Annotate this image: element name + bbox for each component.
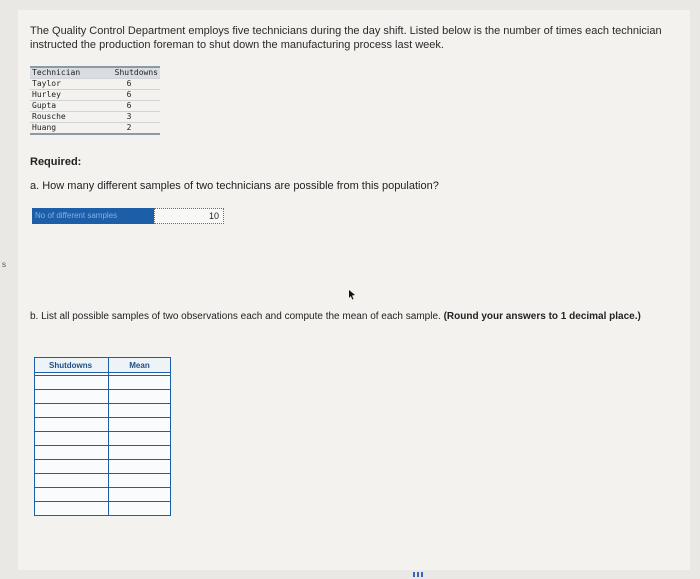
technician-name: Taylor	[30, 79, 98, 90]
mean-input[interactable]	[109, 390, 171, 404]
shutdowns-input[interactable]	[35, 432, 109, 446]
shutdowns-value: 2	[98, 123, 160, 135]
shutdowns-input[interactable]	[35, 502, 109, 516]
samples-table	[34, 357, 171, 516]
sample-row	[35, 488, 171, 502]
table-row	[30, 101, 160, 112]
partial-icon	[412, 571, 424, 577]
question-b-instruction: (Round your answers to 1 decimal place.)	[443, 311, 641, 322]
shutdowns-input[interactable]	[35, 460, 109, 474]
sample-row	[35, 502, 171, 516]
shutdowns-input[interactable]	[35, 418, 109, 432]
technician-name: Hurley	[30, 90, 98, 101]
mean-input[interactable]	[109, 404, 171, 418]
sample-row	[35, 432, 171, 446]
mean-input[interactable]	[109, 502, 171, 516]
samples-label: No of different samples	[32, 208, 154, 224]
shutdowns-input[interactable]	[35, 390, 109, 404]
shutdowns-value: 6	[98, 90, 160, 101]
technician-table	[30, 66, 160, 135]
shutdowns-input[interactable]	[35, 404, 109, 418]
sample-row	[35, 418, 171, 432]
sample-row	[35, 376, 171, 390]
shutdowns-input[interactable]	[35, 488, 109, 502]
mean-input[interactable]	[109, 376, 171, 390]
mean-input[interactable]	[109, 474, 171, 488]
mean-input[interactable]	[109, 418, 171, 432]
intro-text: The Quality Control Department employs five technicians during the day shift. Listed below is the number of times each technician instructed the production foreman to shut down the manufacturing process last week.	[30, 25, 662, 51]
mean-input[interactable]	[109, 432, 171, 446]
sample-row	[35, 404, 171, 418]
table-row	[30, 90, 160, 101]
shutdowns-input[interactable]	[35, 376, 109, 390]
technician-name: Gupta	[30, 101, 98, 112]
table-row	[30, 123, 160, 135]
question-b-text: b. List all possible samples of two observations each and compute the mean of each sample.	[30, 311, 441, 322]
table-row	[30, 112, 160, 123]
table-row	[30, 79, 160, 90]
margin-mark: s	[2, 260, 6, 269]
shutdowns-value: 3	[98, 112, 160, 123]
sample-row	[35, 446, 171, 460]
sample-row	[35, 390, 171, 404]
header-technician: Technician	[30, 67, 98, 79]
technician-name: Rousche	[30, 112, 98, 123]
question-page	[18, 10, 690, 570]
question-a: a. How many different samples of two technicians are possible from this population?	[30, 180, 439, 192]
cursor-icon	[348, 290, 356, 300]
header-mean-col: Mean	[109, 358, 171, 373]
header-shutdowns: Shutdowns	[98, 67, 160, 79]
shutdowns-value: 6	[98, 101, 160, 112]
samples-input[interactable]: 10	[154, 208, 224, 224]
shutdowns-input[interactable]	[35, 446, 109, 460]
sample-row	[35, 460, 171, 474]
mean-input[interactable]	[109, 446, 171, 460]
technician-name: Huang	[30, 123, 98, 135]
question-b	[30, 311, 670, 323]
mean-input[interactable]	[109, 460, 171, 474]
header-shutdowns-col: Shutdowns	[35, 358, 109, 373]
required-heading: Required:	[30, 156, 82, 168]
mean-input[interactable]	[109, 488, 171, 502]
shutdowns-value: 6	[98, 79, 160, 90]
shutdowns-input[interactable]	[35, 474, 109, 488]
sample-row	[35, 474, 171, 488]
